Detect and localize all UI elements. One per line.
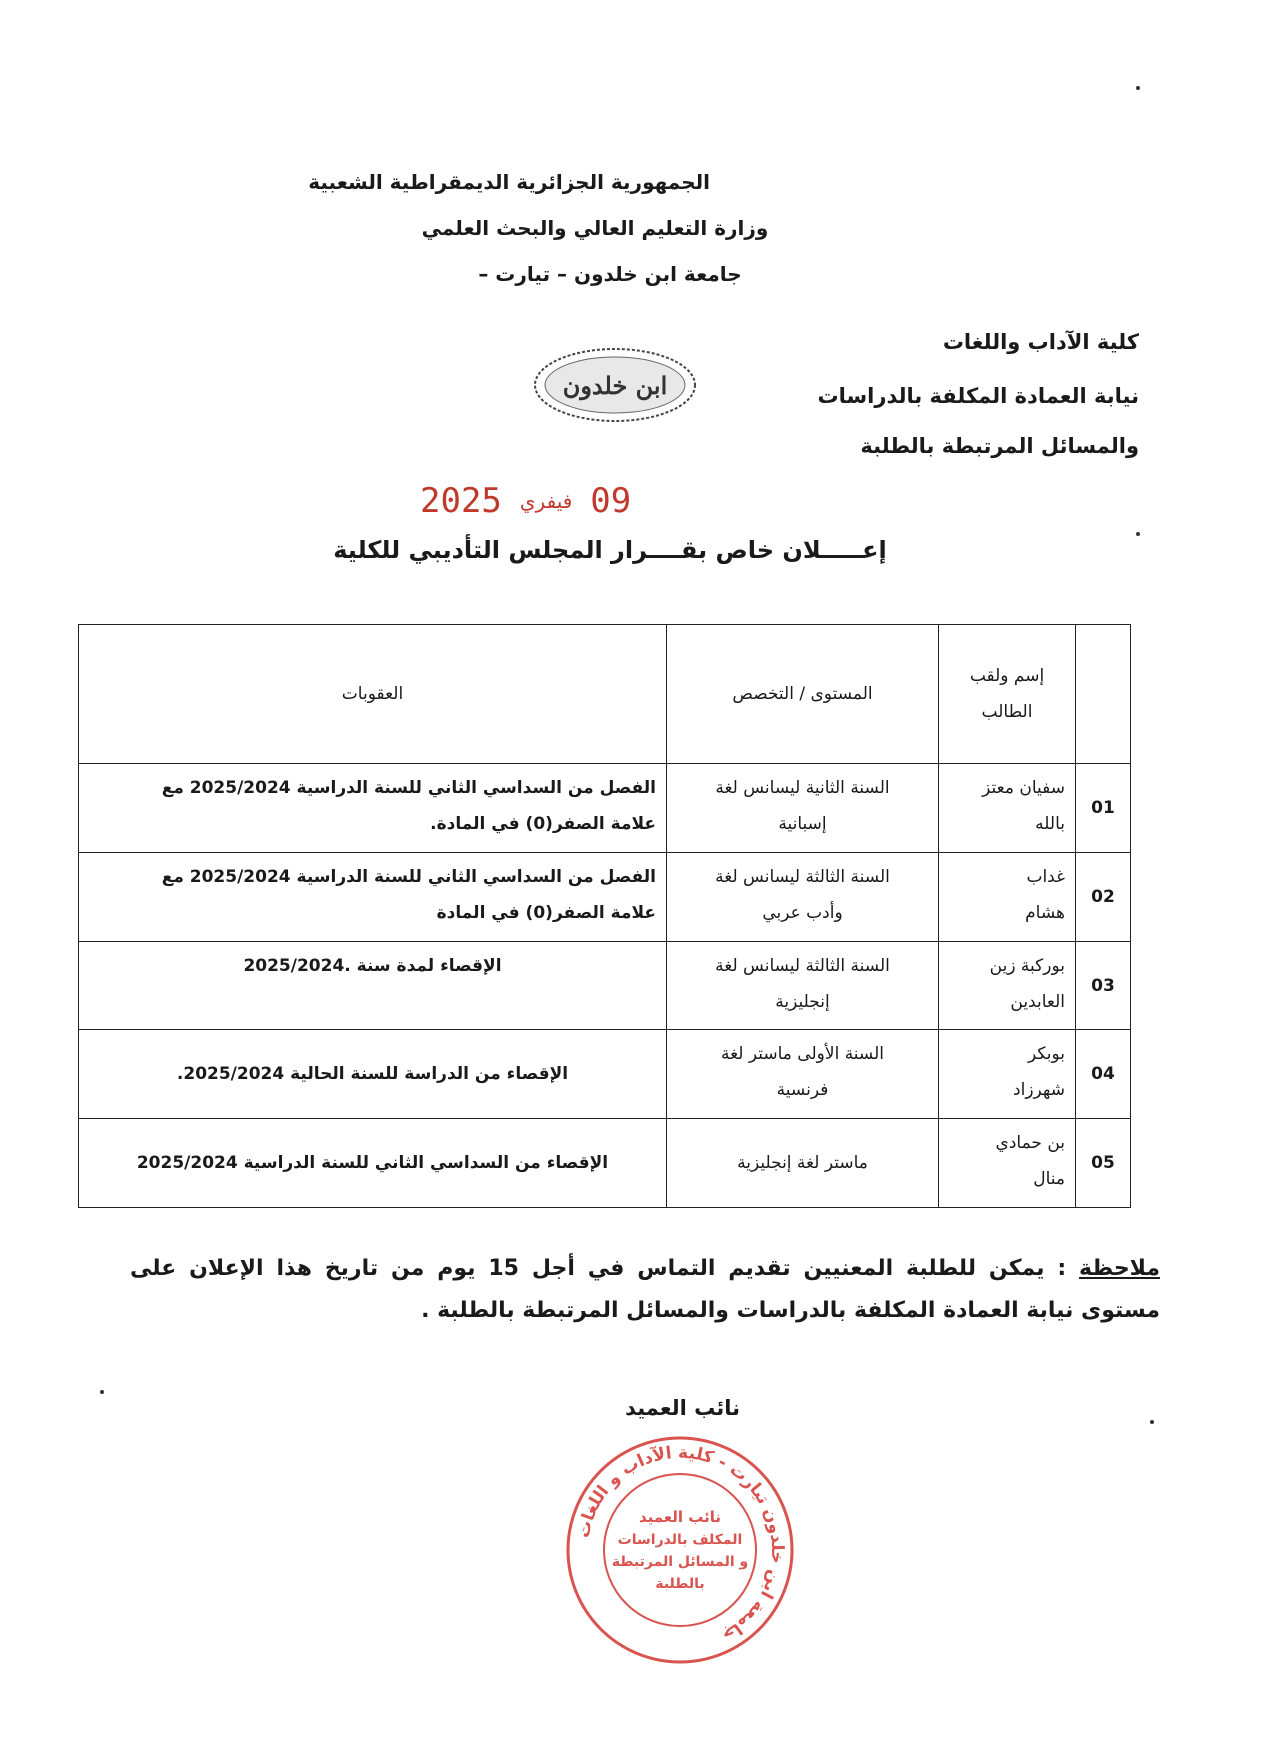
penalty-line2: الإقصاء من السداسي الثاني للسنة الدراسية 2025/2024 bbox=[136, 1153, 609, 1174]
student-name bbox=[939, 1119, 1076, 1208]
penalty-line2: علامة الصفر(0) في المادة bbox=[436, 902, 656, 923]
student-level bbox=[667, 1119, 939, 1208]
table-row bbox=[79, 764, 1131, 853]
table-row bbox=[79, 1119, 1131, 1208]
name-line2: بالله bbox=[1035, 814, 1065, 835]
scan-speck bbox=[1136, 86, 1140, 90]
date-year: 2025 bbox=[420, 481, 502, 521]
penalty bbox=[79, 941, 667, 1030]
student-level bbox=[667, 852, 939, 941]
seal-outer-text: جامعة ابن خلدون تيارت - كلية الآداب و اللغات bbox=[573, 1442, 788, 1646]
date-stamp bbox=[420, 478, 632, 524]
level-line2: فرنسية bbox=[776, 1080, 829, 1101]
header-university: جامعة ابن خلدون – تيارت – bbox=[478, 262, 742, 286]
penalty-line1: الفصل من السداسي الثاني للسنة الدراسية 2025/2024 مع bbox=[161, 778, 656, 799]
level-line1: السنة الثانية ليسانس لغة bbox=[715, 778, 890, 799]
header-ministry: وزارة التعليم العالي والبحث العلمي bbox=[421, 216, 769, 240]
table-header-row bbox=[79, 625, 1131, 764]
student-name bbox=[939, 764, 1076, 853]
penalty bbox=[79, 852, 667, 941]
name-line2: هشام bbox=[1025, 902, 1065, 923]
name-line1: بوبكر bbox=[1027, 1044, 1065, 1065]
announcement-title: إعـــــلان خاص بقــــرار المجلس التأديبي للكلية bbox=[333, 536, 887, 564]
note-label: ملاحظة bbox=[1079, 1256, 1160, 1281]
level-line2: إنجليزية bbox=[775, 991, 830, 1012]
student-level bbox=[667, 764, 939, 853]
penalty-line1: الإقصاء لمدة سنة .2025/2024 bbox=[243, 955, 502, 976]
university-logo bbox=[530, 344, 700, 426]
table-row bbox=[79, 941, 1131, 1030]
signature-title: نائب العميد bbox=[625, 1396, 740, 1420]
faculty-name: كلية الآداب واللغات bbox=[942, 330, 1139, 354]
header-penalty: العقوبات bbox=[79, 625, 667, 764]
header-level: المستوى / التخصص bbox=[667, 625, 939, 764]
discipline-table bbox=[78, 624, 1131, 1208]
name-line1: سفيان معتز bbox=[982, 778, 1065, 799]
row-number: 03 bbox=[1076, 941, 1131, 1030]
name-line1: بوركبة زين bbox=[989, 955, 1065, 976]
level-line1: السنة الثالثة ليسانس لغة bbox=[715, 866, 890, 887]
level-line2: وأدب عربي bbox=[762, 902, 843, 923]
student-name bbox=[939, 852, 1076, 941]
seal-line1: نائب العميد bbox=[638, 1508, 722, 1526]
table-row bbox=[79, 1030, 1131, 1119]
student-name bbox=[939, 1030, 1076, 1119]
penalty-line2: الإقصاء من الدراسة للسنة الحالية 2025/2024. bbox=[176, 1064, 569, 1085]
name-line2: منال bbox=[1033, 1169, 1065, 1190]
official-seal bbox=[560, 1430, 800, 1670]
student-level bbox=[667, 1030, 939, 1119]
header-name-line1: إسم ولقب bbox=[969, 666, 1045, 687]
level-line2: إسبانية bbox=[778, 814, 827, 835]
penalty-line1: الفصل من السداسي الثاني للسنة الدراسية 2025/2024 مع bbox=[161, 866, 656, 887]
table-row bbox=[79, 852, 1131, 941]
row-number: 05 bbox=[1076, 1119, 1131, 1208]
name-line1: بن حمادي bbox=[995, 1133, 1065, 1154]
name-line2: شهرزاد bbox=[1013, 1080, 1065, 1101]
note-text: : يمكن للطلبة المعنيين تقديم التماس في أجل 15 يوم من تاريخ هذا الإعلان على مستوى نيابة العمادة المكلفة بالدراسات والمسائل المرتبطة بالطلبة . bbox=[130, 1256, 1160, 1323]
scan-speck bbox=[1136, 532, 1140, 536]
penalty bbox=[79, 764, 667, 853]
level-line1: السنة الأولى ماستر لغة bbox=[720, 1044, 885, 1065]
penalty bbox=[79, 1030, 667, 1119]
name-line1: غداب bbox=[1026, 866, 1065, 887]
scan-speck bbox=[100, 1390, 104, 1394]
scan-speck bbox=[1150, 1420, 1154, 1424]
penalty bbox=[79, 1119, 667, 1208]
row-number: 02 bbox=[1076, 852, 1131, 941]
seal-line3: و المسائل المرتبطة bbox=[611, 1554, 749, 1570]
name-line2: العابدين bbox=[1010, 991, 1065, 1012]
row-number: 04 bbox=[1076, 1030, 1131, 1119]
note-paragraph bbox=[130, 1248, 1160, 1332]
header-name-line2: الطالب bbox=[981, 702, 1033, 723]
student-name bbox=[939, 941, 1076, 1030]
faculty-dept-line2: والمسائل المرتبطة بالطلبة bbox=[860, 434, 1139, 458]
seal-line4: بالطلبة bbox=[655, 1576, 705, 1592]
header-student-name bbox=[939, 625, 1076, 764]
faculty-dept-line1: نيابة العمادة المكلفة بالدراسات bbox=[817, 384, 1139, 408]
logo-text: ابن خلدون bbox=[562, 371, 668, 400]
level-line1: السنة الثالثة ليسانس لغة bbox=[715, 955, 890, 976]
header-republic: الجمهورية الجزائرية الديمقراطية الشعبية bbox=[308, 170, 710, 194]
level-line2: ماستر لغة إنجليزية bbox=[737, 1153, 868, 1174]
header-num bbox=[1076, 625, 1131, 764]
student-level bbox=[667, 941, 939, 1030]
date-day: 09 bbox=[590, 481, 632, 521]
date-month: فيفري bbox=[519, 489, 573, 513]
penalty-line2: علامة الصفر(0) في المادة. bbox=[430, 814, 656, 835]
seal-line2: المكلف بالدراسات bbox=[617, 1532, 743, 1548]
row-number: 01 bbox=[1076, 764, 1131, 853]
